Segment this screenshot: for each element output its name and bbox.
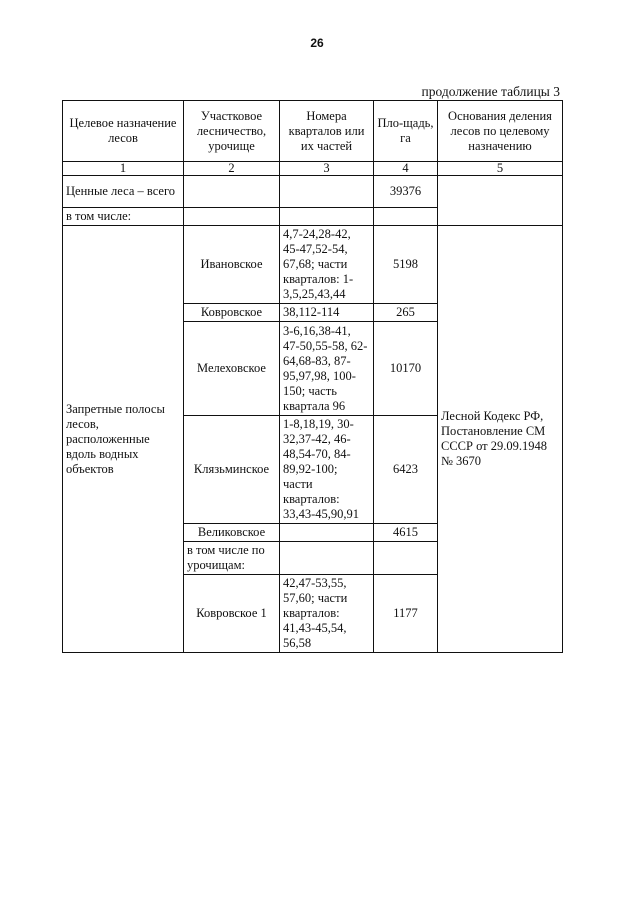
quarters-cell: 38,112-114 bbox=[280, 304, 374, 322]
purpose-cell: в том числе: bbox=[63, 208, 184, 226]
header-purpose: Целевое назначение лесов bbox=[63, 101, 184, 162]
quarters-cell: 3-6,16,38-41, 47-50,55-58, 62-64,68-83, 87-95,97,98, 100-150; часть квартала 96 bbox=[280, 322, 374, 416]
header-basis: Основания деления лесов по целевому назначению bbox=[438, 101, 563, 162]
quarters-cell: 4,7-24,28-42, 45-47,52-54, 67,68; части кварталов: 1-3,5,25,43,44 bbox=[280, 226, 374, 304]
header-district: Участковое лесничество, урочище bbox=[184, 101, 280, 162]
prohibited-strips-purpose: Запретные полосы лесов, расположенные вдоль водных объектов bbox=[63, 226, 184, 653]
empty-cell bbox=[280, 176, 374, 208]
area-cell: 39376 bbox=[374, 176, 438, 208]
empty-cell bbox=[184, 176, 280, 208]
district-cell: Ивановское bbox=[184, 226, 280, 304]
column-number: 5 bbox=[438, 162, 563, 176]
area-cell: 1177 bbox=[374, 575, 438, 653]
empty-cell bbox=[374, 542, 438, 575]
forest-purpose-table bbox=[62, 100, 563, 653]
column-number: 4 bbox=[374, 162, 438, 176]
table-continuation-label: продолжение таблицы 3 bbox=[421, 84, 560, 99]
empty-cell bbox=[280, 542, 374, 575]
column-number: 1 bbox=[63, 162, 184, 176]
area-cell: 10170 bbox=[374, 322, 438, 416]
district-cell: Мелеховское bbox=[184, 322, 280, 416]
empty-cell bbox=[374, 208, 438, 226]
area-cell: 4615 bbox=[374, 524, 438, 542]
area-cell: 265 bbox=[374, 304, 438, 322]
empty-cell bbox=[184, 208, 280, 226]
header-row bbox=[63, 101, 563, 162]
column-number: 2 bbox=[184, 162, 280, 176]
table-row bbox=[63, 176, 563, 208]
quarters-cell: 1-8,18,19, 30-32,37-42, 46-48,54-70, 84-89,92-100; части кварталов: 33,43-45,90,91 bbox=[280, 416, 374, 524]
area-cell: 5198 bbox=[374, 226, 438, 304]
purpose-cell: Ценные леса – всего bbox=[63, 176, 184, 208]
header-area: Пло-щадь, га bbox=[374, 101, 438, 162]
district-cell: в том числе по урочищам: bbox=[184, 542, 280, 575]
quarters-cell bbox=[280, 524, 374, 542]
column-number-row bbox=[63, 162, 563, 176]
empty-cell bbox=[438, 176, 563, 226]
area-cell: 6423 bbox=[374, 416, 438, 524]
district-cell: Ковровское bbox=[184, 304, 280, 322]
basis-cell: Лесной Кодекс РФ, Постановление СМ СССР от 29.09.1948 № 3670 bbox=[438, 226, 563, 653]
district-cell: Ковровское 1 bbox=[184, 575, 280, 653]
empty-cell bbox=[280, 208, 374, 226]
column-number: 3 bbox=[280, 162, 374, 176]
district-cell: Клязьминское bbox=[184, 416, 280, 524]
header-quarters: Номера кварталов или их частей bbox=[280, 101, 374, 162]
table-row bbox=[63, 226, 563, 304]
quarters-cell: 42,47-53,55, 57,60; части кварталов: 41,43-45,54, 56,58 bbox=[280, 575, 374, 653]
page-number: 26 bbox=[310, 36, 324, 50]
district-cell: Великовское bbox=[184, 524, 280, 542]
